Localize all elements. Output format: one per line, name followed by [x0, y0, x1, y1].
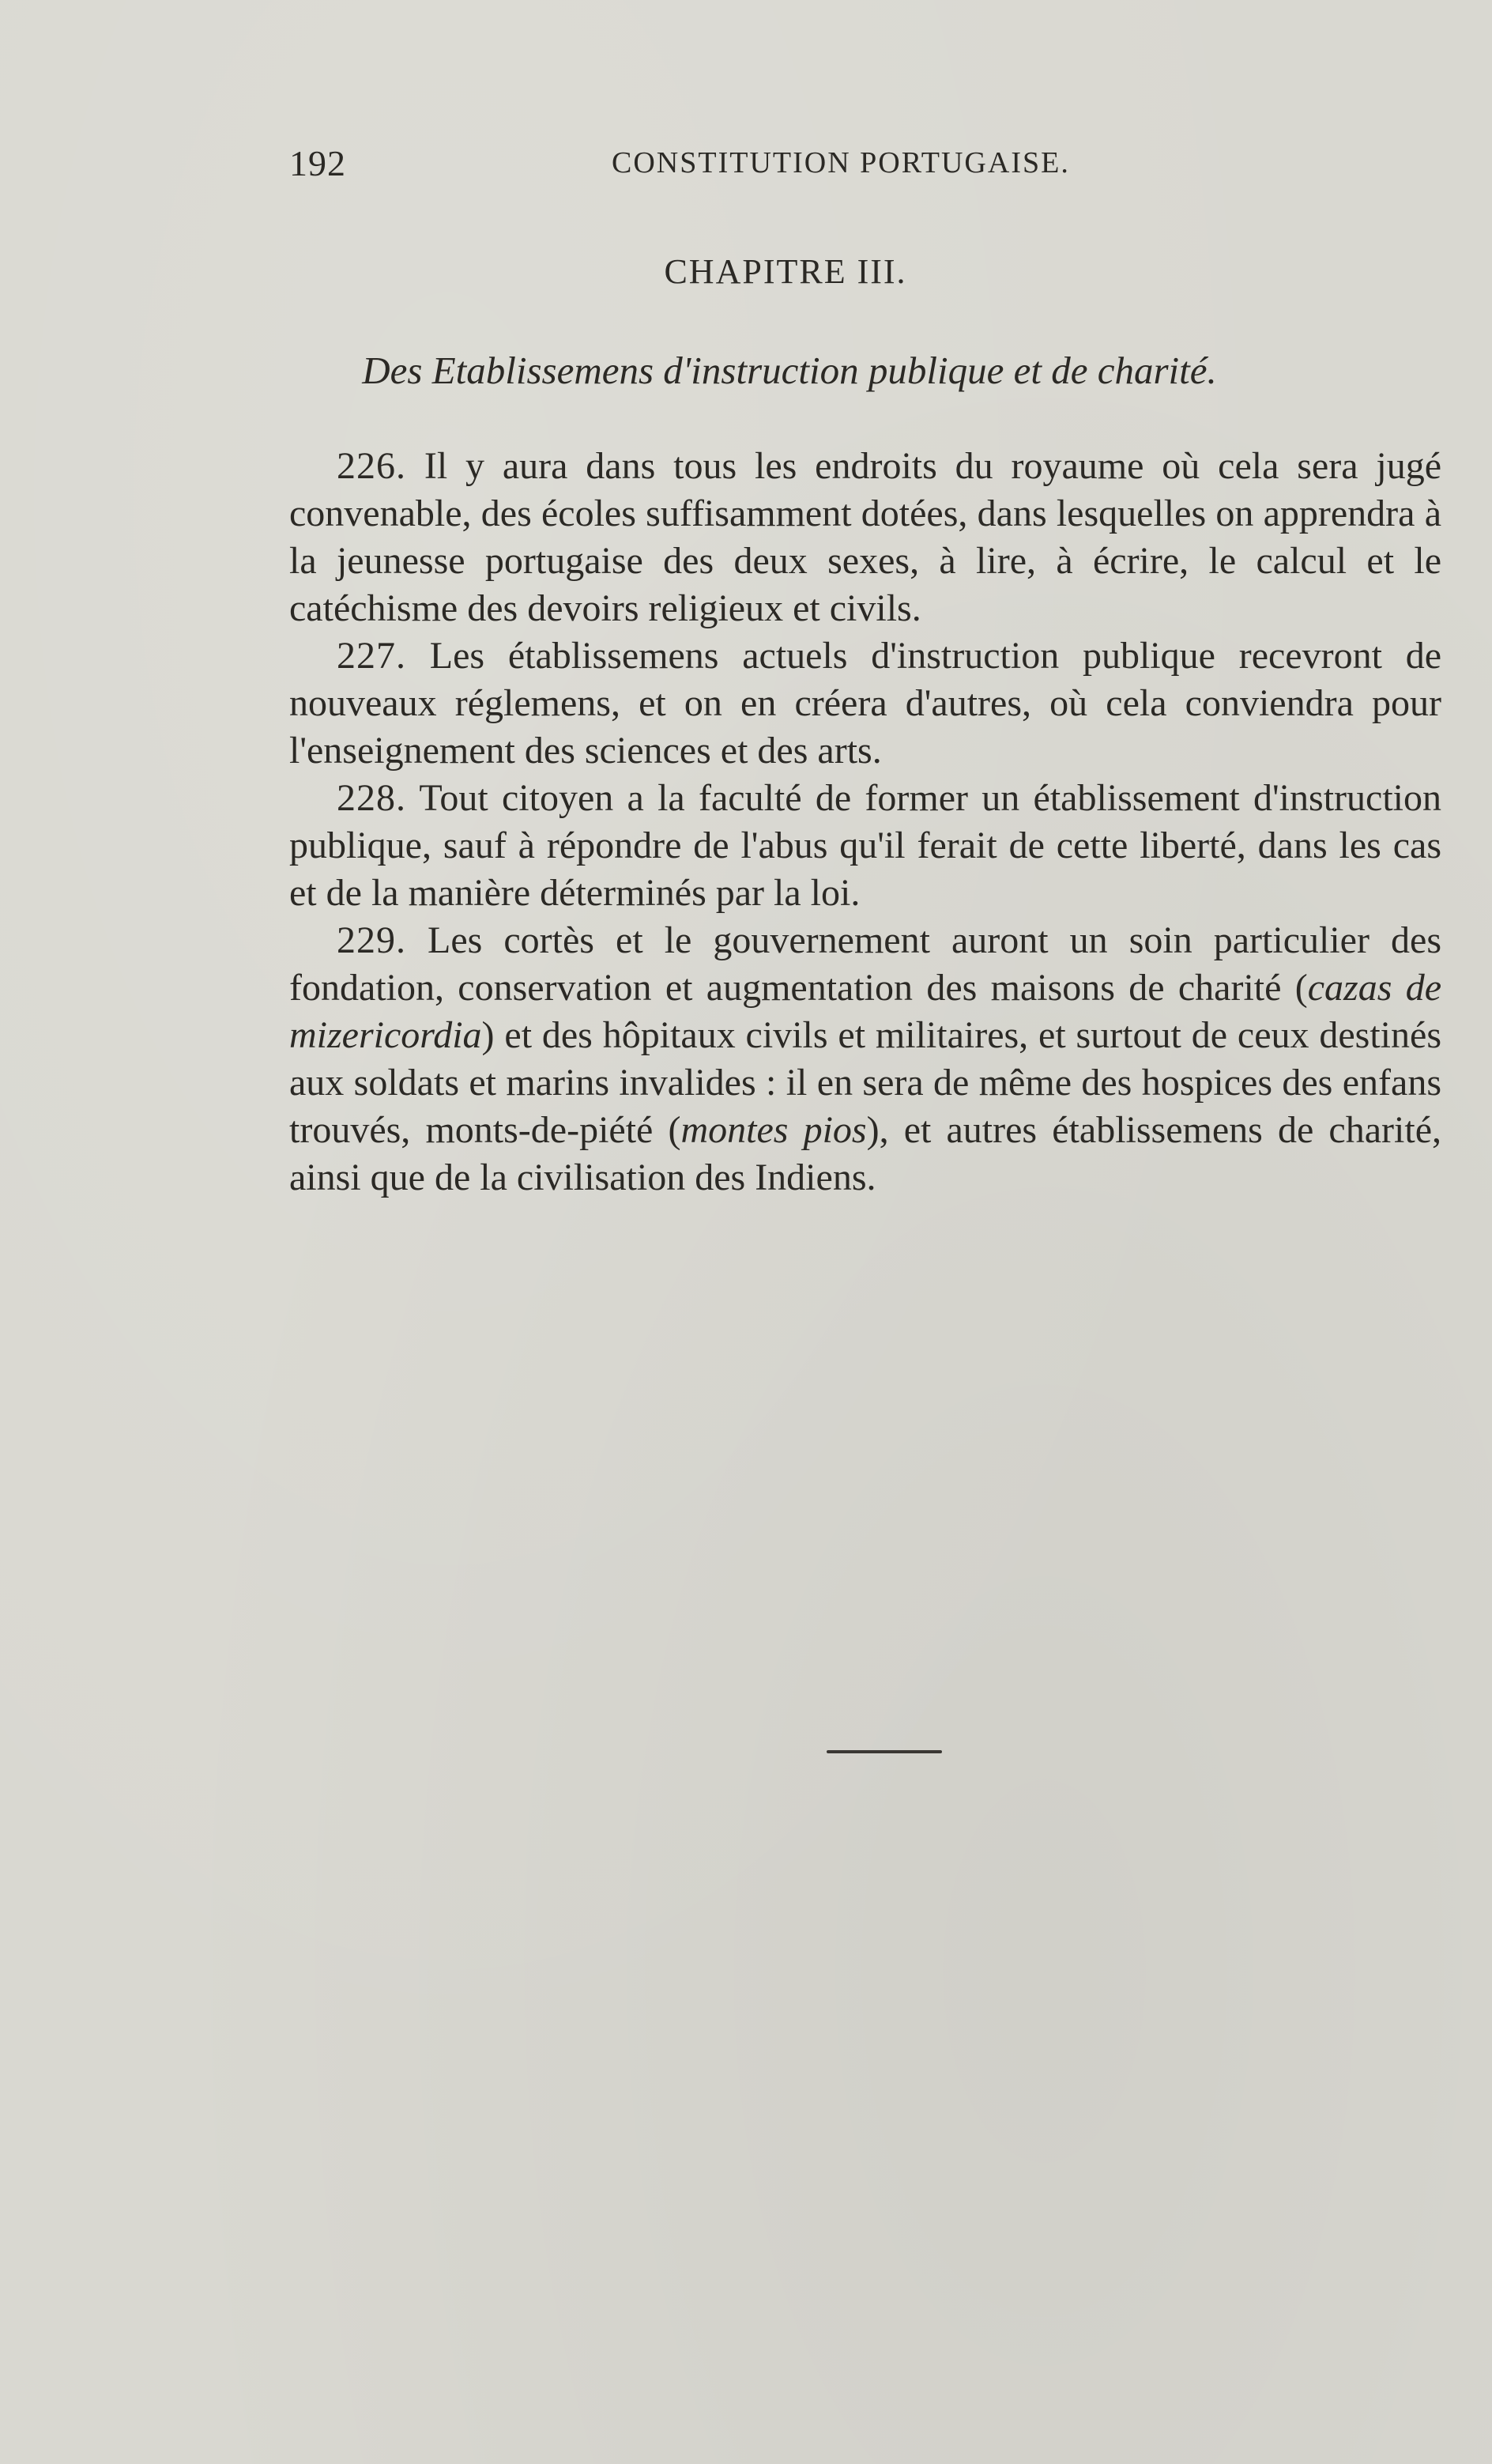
article-number: 226. [337, 445, 406, 487]
italic-term: cazas de mizericordia [289, 967, 1442, 1056]
article-228 [289, 775, 1441, 917]
page-number: 192 [289, 143, 346, 183]
article-number: 227. [337, 635, 406, 677]
chapter-subtitle: Des Etablissemens d'instruction publique et de charité. [362, 349, 1217, 392]
article-number: 228. [337, 777, 406, 819]
article-text: Les établissemens actuels d'instruction publique recevront de nouveaux réglemens, et on en créera d'autres, où cela conviendra pour l'enseignement des sciences et des arts. [289, 635, 1441, 772]
article-text: Les cortès et le gouvernement auront un soin particulier des fondation, conservation et augmentation des maisons de charité ( [289, 919, 1441, 1009]
running-head [289, 142, 1435, 190]
italic-term: montes pios [680, 1109, 867, 1151]
body-text [289, 443, 1441, 1202]
running-title: CONSTITUTION PORTUGAISE. [612, 146, 1070, 179]
article-text: ), et autres établissemens de charité, ainsi que de la civilisation des Indiens. [289, 1109, 1441, 1198]
article-number: 229. [337, 919, 406, 961]
article-227 [289, 632, 1441, 775]
article-text: ) et des hôpitaux civils et militaires, et surtout de ceux destinés aux soldats et marins invalides : il en sera de même des hospices des enfans trouvés, monts-de-piété ( [289, 1014, 1441, 1151]
article-text: Tout citoyen a la faculté de former un établissement d'instruction publique, sauf à répondre de l'abus qu'il ferait de cette liberté, dans les cas et de la manière déterminés par la loi. [289, 777, 1441, 914]
article-text: Il y aura dans tous les endroits du royaume où cela sera jugé convenable, des écoles suffisamment dotées, dans lesquelles on apprendra à la jeunesse portugaise des deux sexes, à lire, à écrire, le calcul et le catéchisme des devoirs religieux et civils. [289, 445, 1441, 629]
closing-rule [827, 1750, 942, 1753]
article-229 [289, 917, 1441, 1202]
chapter-title: CHAPITRE III. [664, 252, 907, 291]
article-226 [289, 443, 1441, 632]
